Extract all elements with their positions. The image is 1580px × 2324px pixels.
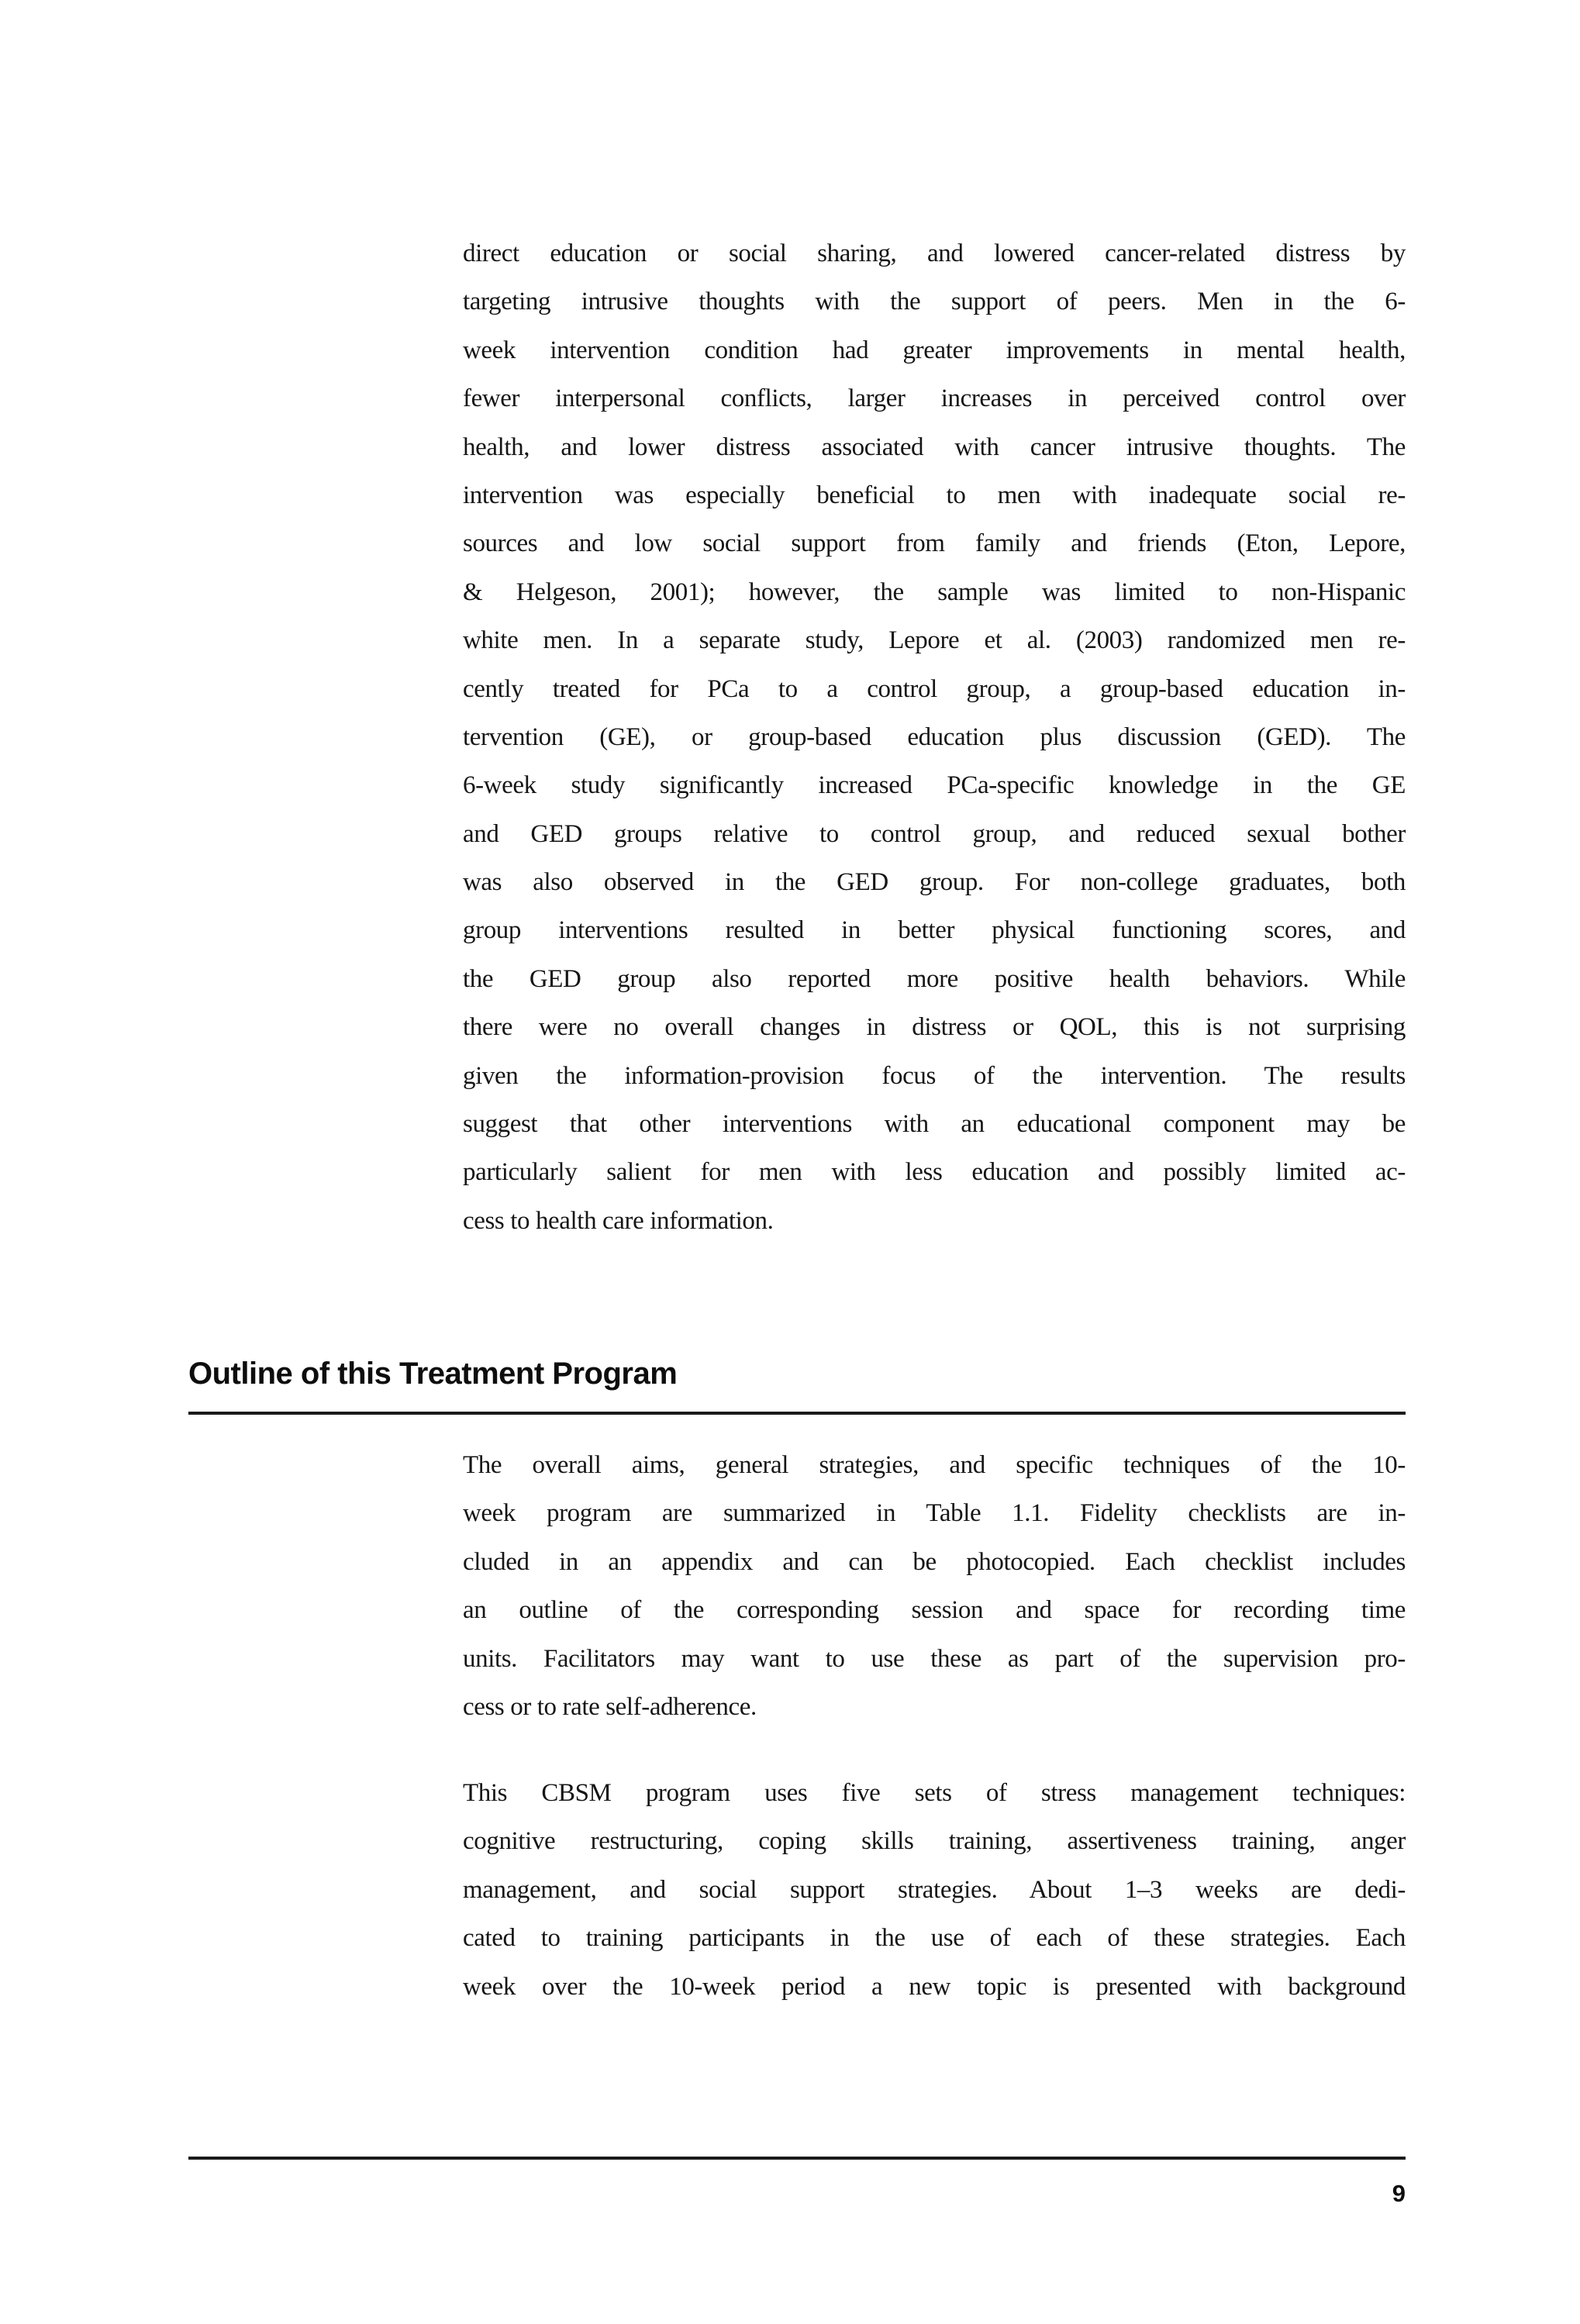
text-line: 6-week study significantly increased PCa-specific knowledge in the GE bbox=[463, 771, 1406, 800]
text-line: group interventions resulted in better physical functioning scores, and bbox=[463, 916, 1406, 945]
text-line: targeting intrusive thoughts with the support of peers. Men in the 6- bbox=[463, 288, 1406, 316]
text-line: and GED groups relative to control group, and reduced sexual bother bbox=[463, 819, 1406, 848]
text-line: was also observed in the GED group. For non-college graduates, both bbox=[463, 868, 1406, 897]
footer-rule bbox=[188, 2157, 1406, 2160]
text-line: cess or to rate self-adherence. bbox=[463, 1692, 757, 1721]
text-line: The overall aims, general strategies, and specific techniques of the 10- bbox=[463, 1451, 1406, 1479]
text-line: there were no overall changes in distress or QOL, this is not surprising bbox=[463, 1013, 1406, 1042]
text-line: white men. In a separate study, Lepore et al. (2003) randomized men re- bbox=[463, 626, 1406, 655]
text-line: cess to health care information. bbox=[463, 1206, 774, 1235]
text-line: direct education or social sharing, and lowered cancer-related distress by bbox=[463, 240, 1406, 267]
text-line: management, and social support strategies. About 1–3 weeks are dedi- bbox=[463, 1875, 1406, 1904]
text-line: tervention (GE), or group-based education plus discussion (GED). The bbox=[463, 722, 1406, 751]
text-line: week intervention condition had greater improvements in mental health, bbox=[463, 336, 1406, 364]
text-line: week program are summarized in Table 1.1. Fidelity checklists are in- bbox=[463, 1499, 1406, 1528]
text-line: cently treated for PCa to a control group, a group-based education in- bbox=[463, 674, 1406, 703]
text-line: cluded in an appendix and can be photocopied. Each checklist includes bbox=[463, 1547, 1406, 1576]
text-line: the GED group also reported more positive health behaviors. While bbox=[463, 964, 1406, 993]
text-line: & Helgeson, 2001); however, the sample was limited to non-Hispanic bbox=[463, 578, 1406, 606]
paragraph bbox=[463, 1769, 1406, 2011]
text-line: an outline of the corresponding session and space for recording time bbox=[463, 1596, 1406, 1625]
text-line: given the information-provision focus of the intervention. The results bbox=[463, 1061, 1406, 1090]
text-line: suggest that other interventions with an educational component may be bbox=[463, 1110, 1406, 1139]
paragraph bbox=[463, 1441, 1406, 1731]
paragraph bbox=[463, 229, 1406, 1245]
page-number: 9 bbox=[1392, 2180, 1406, 2207]
text-line: units. Facilitators may want to use these as part of the supervision pro- bbox=[463, 1644, 1406, 1673]
text-line: fewer interpersonal conflicts, larger increases in perceived control over bbox=[463, 384, 1406, 413]
text-line: health, and lower distress associated with cancer intrusive thoughts. The bbox=[463, 433, 1406, 461]
text-line: cated to training participants in the use of each of these strategies. Each bbox=[463, 1924, 1406, 1953]
text-line: cognitive restructuring, coping skills training, assertiveness training, anger bbox=[463, 1827, 1406, 1856]
heading-rule bbox=[188, 1412, 1406, 1415]
text-line: sources and low social support from family and friends (Eton, Lepore, bbox=[463, 529, 1406, 558]
text-line: intervention was especially beneficial to men with inadequate social re- bbox=[463, 481, 1406, 509]
text-line: particularly salient for men with less education and possibly limited ac- bbox=[463, 1158, 1406, 1187]
text-line: This CBSM program uses five sets of stress management techniques: bbox=[463, 1779, 1406, 1807]
text-line: week over the 10-week period a new topic is presented with background bbox=[463, 1972, 1406, 2001]
section-heading: Outline of this Treatment Program bbox=[188, 1357, 678, 1391]
